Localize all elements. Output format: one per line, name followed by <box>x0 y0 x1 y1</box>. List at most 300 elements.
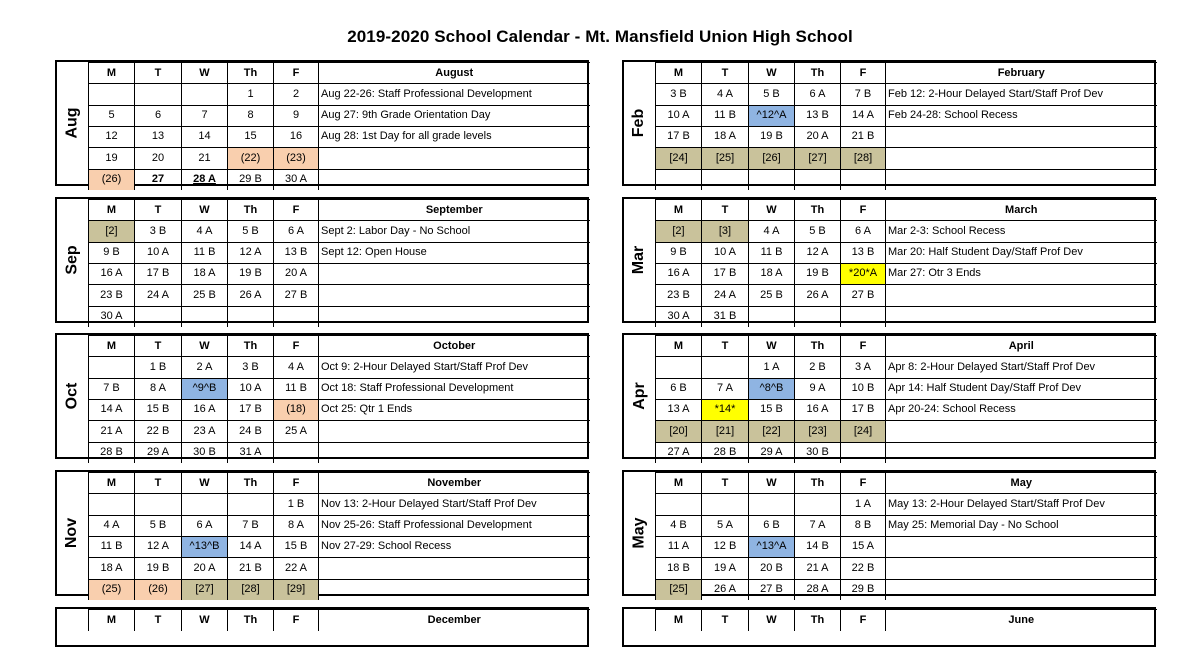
day-cell: 25 B <box>749 285 795 306</box>
weekday-header: W <box>182 336 228 357</box>
week-row <box>656 169 1157 190</box>
month-table <box>88 199 590 327</box>
weekday-header-row <box>89 63 590 84</box>
week-row <box>656 442 1157 463</box>
month-side-label <box>624 62 655 184</box>
day-cell: 30 A <box>89 306 135 327</box>
weekday-header: M <box>656 63 702 84</box>
day-cell <box>182 494 228 515</box>
day-cell: 26 A <box>795 285 841 306</box>
event-note: Mar 2-3: School Recess <box>886 221 1157 242</box>
day-cell: 14 A <box>228 536 274 557</box>
day-cell: 10 B <box>841 378 886 399</box>
weekday-header: M <box>656 336 702 357</box>
weekday-header: T <box>135 63 182 84</box>
day-cell: 28 B <box>702 442 749 463</box>
weekday-header: W <box>749 336 795 357</box>
week-row <box>656 421 1157 442</box>
day-cell: 5 B <box>795 221 841 242</box>
month-name: December <box>319 610 590 631</box>
day-cell: 5 A <box>702 515 749 536</box>
week-row <box>89 169 590 190</box>
month-block-november <box>55 470 589 596</box>
weekday-header: T <box>135 473 182 494</box>
day-cell: *20*A <box>841 263 886 284</box>
month-side-label <box>624 609 655 645</box>
week-row <box>89 285 590 306</box>
weekday-header: W <box>749 200 795 221</box>
day-cell: 6 A <box>841 221 886 242</box>
month-abbreviation: Nov <box>63 517 81 549</box>
weekday-header: M <box>89 200 135 221</box>
day-cell: 12 B <box>702 536 749 557</box>
day-cell: 13 B <box>841 242 886 263</box>
weekday-header: W <box>749 63 795 84</box>
day-cell: 22 A <box>274 558 319 579</box>
event-note: Feb 12: 2-Hour Delayed Start/Staff Prof Dev <box>886 84 1157 105</box>
day-cell: 16 A <box>795 399 841 420</box>
event-note <box>886 558 1157 579</box>
day-cell: 20 A <box>182 558 228 579</box>
week-row <box>89 515 590 536</box>
weekday-header: Th <box>228 610 274 631</box>
month-side-label <box>624 472 655 594</box>
week-row <box>656 221 1157 242</box>
month-side-label <box>57 335 88 457</box>
day-cell: 6 <box>135 105 182 126</box>
event-note: Aug 22-26: Staff Professional Development <box>319 84 590 105</box>
day-cell: 23 B <box>89 285 135 306</box>
week-row <box>656 515 1157 536</box>
day-cell: (26) <box>89 169 135 190</box>
day-cell: 30 B <box>182 442 228 463</box>
day-cell: 27 A <box>656 442 702 463</box>
month-name: September <box>319 200 590 221</box>
day-cell: 3 B <box>228 357 274 378</box>
day-cell: (25) <box>89 579 135 600</box>
month-table <box>655 199 1157 327</box>
weekday-header: M <box>656 473 702 494</box>
week-row <box>89 421 590 442</box>
day-cell: [26] <box>749 148 795 169</box>
day-cell: 31 A <box>228 442 274 463</box>
event-note <box>886 442 1157 463</box>
day-cell: 19 <box>89 148 135 169</box>
day-cell: [2] <box>656 221 702 242</box>
event-note <box>319 579 590 600</box>
event-note <box>319 306 590 327</box>
day-cell: 12 A <box>228 242 274 263</box>
week-row <box>656 306 1157 327</box>
weekday-header-row <box>656 473 1157 494</box>
day-cell: 7 B <box>89 378 135 399</box>
day-cell: 7 A <box>702 378 749 399</box>
month-name: April <box>886 336 1157 357</box>
month-table <box>88 335 590 463</box>
day-cell: 8 A <box>274 515 319 536</box>
month-table <box>655 472 1157 600</box>
event-note: May 25: Memorial Day - No School <box>886 515 1157 536</box>
weekday-header: Th <box>795 63 841 84</box>
day-cell: 11 B <box>702 105 749 126</box>
weekday-header: Th <box>795 336 841 357</box>
day-cell: 20 <box>135 148 182 169</box>
day-cell <box>182 84 228 105</box>
event-note: Nov 25-26: Staff Professional Development <box>319 515 590 536</box>
day-cell: 24 A <box>135 285 182 306</box>
month-block-may <box>622 470 1156 596</box>
day-cell: 4 A <box>702 84 749 105</box>
event-note: Nov 13: 2-Hour Delayed Start/Staff Prof Dev <box>319 494 590 515</box>
day-cell: 18 A <box>702 126 749 147</box>
day-cell <box>89 357 135 378</box>
day-cell: 4 A <box>749 221 795 242</box>
day-cell <box>89 84 135 105</box>
day-cell: 1 A <box>749 357 795 378</box>
week-row <box>656 263 1157 284</box>
month-side-label <box>57 472 88 594</box>
weekday-header: F <box>274 63 319 84</box>
day-cell <box>749 494 795 515</box>
day-cell <box>135 84 182 105</box>
event-note: Apr 8: 2-Hour Delayed Start/Staff Prof Dev <box>886 357 1157 378</box>
day-cell: 1 B <box>274 494 319 515</box>
day-cell: 9 B <box>89 242 135 263</box>
day-cell: [27] <box>182 579 228 600</box>
week-row <box>656 84 1157 105</box>
day-cell: 15 B <box>749 399 795 420</box>
month-name: August <box>319 63 590 84</box>
day-cell: 7 B <box>228 515 274 536</box>
day-cell: 22 B <box>135 421 182 442</box>
weekday-header: Th <box>795 610 841 631</box>
day-cell: 21 A <box>89 421 135 442</box>
weekday-header: T <box>702 63 749 84</box>
month-block-august <box>55 60 589 186</box>
week-row <box>89 579 590 600</box>
weekday-header: M <box>89 336 135 357</box>
day-cell: 12 <box>89 126 135 147</box>
day-cell: 29 B <box>841 579 886 600</box>
day-cell: 2 <box>274 84 319 105</box>
week-row <box>89 399 590 420</box>
day-cell: 7 B <box>841 84 886 105</box>
event-note: Apr 20-24: School Recess <box>886 399 1157 420</box>
day-cell: 14 A <box>841 105 886 126</box>
day-cell <box>135 494 182 515</box>
event-note <box>886 579 1157 600</box>
month-abbreviation: May <box>630 517 648 549</box>
event-note: Mar 27: Otr 3 Ends <box>886 263 1157 284</box>
week-row <box>89 84 590 105</box>
weekday-header: Th <box>228 473 274 494</box>
month-table <box>88 472 590 600</box>
month-abbreviation: Sep <box>63 245 81 275</box>
day-cell: 17 B <box>135 263 182 284</box>
month-side-label <box>57 609 88 645</box>
day-cell: [25] <box>656 579 702 600</box>
day-cell: 26 A <box>702 579 749 600</box>
month-block-april <box>622 333 1156 459</box>
day-cell: 15 B <box>274 536 319 557</box>
event-note: Sept 12: Open House <box>319 242 590 263</box>
day-cell <box>182 306 228 327</box>
day-cell: 8 <box>228 105 274 126</box>
day-cell: 13 B <box>795 105 841 126</box>
weekday-header: T <box>135 610 182 631</box>
weekday-header: W <box>182 610 228 631</box>
event-note <box>319 442 590 463</box>
event-note: Apr 14: Half Student Day/Staff Prof Dev <box>886 378 1157 399</box>
day-cell: [27] <box>795 148 841 169</box>
day-cell: ^13^B <box>182 536 228 557</box>
week-row <box>89 536 590 557</box>
day-cell <box>702 357 749 378</box>
event-note <box>319 263 590 284</box>
month-side-label <box>624 199 655 321</box>
weekday-header: Th <box>228 336 274 357</box>
day-cell <box>135 306 182 327</box>
weekday-header: T <box>702 336 749 357</box>
day-cell: 6 A <box>182 515 228 536</box>
month-abbreviation: Mar <box>630 245 648 275</box>
week-row <box>656 105 1157 126</box>
event-note: Aug 28: 1st Day for all grade levels <box>319 126 590 147</box>
day-cell: [29] <box>274 579 319 600</box>
day-cell: 27 B <box>841 285 886 306</box>
weekday-header-row <box>89 473 590 494</box>
weekday-header: T <box>702 610 749 631</box>
month-abbreviation: Oct <box>63 382 81 410</box>
week-row <box>656 242 1157 263</box>
week-row <box>89 105 590 126</box>
month-name: May <box>886 473 1157 494</box>
day-cell: [24] <box>841 421 886 442</box>
event-note: May 13: 2-Hour Delayed Start/Staff Prof Dev <box>886 494 1157 515</box>
weekday-header: F <box>841 336 886 357</box>
day-cell: 5 <box>89 105 135 126</box>
day-cell: 1 A <box>841 494 886 515</box>
day-cell: 24 A <box>702 285 749 306</box>
event-note: Oct 25: Qtr 1 Ends <box>319 399 590 420</box>
week-row <box>89 126 590 147</box>
day-cell: *14* <box>702 399 749 420</box>
day-cell: 16 <box>274 126 319 147</box>
day-cell: [22] <box>749 421 795 442</box>
weekday-header-row <box>656 610 1157 631</box>
day-cell: 12 A <box>135 536 182 557</box>
week-row <box>656 378 1157 399</box>
month-block-october <box>55 333 589 459</box>
day-cell: 14 <box>182 126 228 147</box>
month-name: March <box>886 200 1157 221</box>
day-cell: 25 A <box>274 421 319 442</box>
weekday-header: M <box>656 610 702 631</box>
day-cell: ^13^A <box>749 536 795 557</box>
day-cell: 13 A <box>656 399 702 420</box>
day-cell: 21 A <box>795 558 841 579</box>
day-cell: 17 B <box>656 126 702 147</box>
month-block-february <box>622 60 1156 186</box>
month-table <box>88 62 590 190</box>
day-cell: 1 B <box>135 357 182 378</box>
event-note <box>886 169 1157 190</box>
month-block-march <box>622 197 1156 323</box>
month-side-label <box>57 62 88 184</box>
event-note <box>886 285 1157 306</box>
day-cell: 11 B <box>89 536 135 557</box>
month-abbreviation: Apr <box>630 382 648 410</box>
day-cell: 11 B <box>749 242 795 263</box>
day-cell: 26 A <box>228 285 274 306</box>
page-title: 2019-2020 School Calendar - Mt. Mansfield Union High School <box>347 27 853 46</box>
day-cell: 5 B <box>135 515 182 536</box>
weekday-header: F <box>274 200 319 221</box>
event-note: Aug 27: 9th Grade Orientation Day <box>319 105 590 126</box>
day-cell <box>228 494 274 515</box>
week-row <box>656 494 1157 515</box>
day-cell: 4 A <box>182 221 228 242</box>
day-cell: 10 A <box>135 242 182 263</box>
day-cell: 28 A <box>182 169 228 190</box>
day-cell: 15 <box>228 126 274 147</box>
week-row <box>89 263 590 284</box>
weekday-header: F <box>274 473 319 494</box>
weekday-header: F <box>274 610 319 631</box>
day-cell: 28 A <box>795 579 841 600</box>
day-cell: 15 B <box>135 399 182 420</box>
weekday-header: F <box>841 473 886 494</box>
weekday-header: Th <box>795 200 841 221</box>
day-cell: 10 A <box>656 105 702 126</box>
day-cell <box>656 494 702 515</box>
day-cell: 21 B <box>841 126 886 147</box>
weekday-header: T <box>135 336 182 357</box>
weekday-header: M <box>89 63 135 84</box>
day-cell: 13 B <box>274 242 319 263</box>
day-cell: 14 B <box>795 536 841 557</box>
day-cell: 19 B <box>228 263 274 284</box>
day-cell: 12 A <box>795 242 841 263</box>
day-cell: 22 B <box>841 558 886 579</box>
event-note <box>319 285 590 306</box>
day-cell: 27 <box>135 169 182 190</box>
day-cell: 30 A <box>656 306 702 327</box>
event-note <box>319 421 590 442</box>
weekday-header: M <box>89 610 135 631</box>
month-side-label <box>624 335 655 457</box>
day-cell: 3 A <box>841 357 886 378</box>
day-cell: 8 A <box>135 378 182 399</box>
day-cell: 18 A <box>749 263 795 284</box>
day-cell: [28] <box>841 148 886 169</box>
day-cell: 20 A <box>795 126 841 147</box>
week-row <box>89 242 590 263</box>
day-cell: 9 A <box>795 378 841 399</box>
month-abbreviation: Feb <box>630 108 648 138</box>
day-cell <box>749 169 795 190</box>
day-cell: 7 A <box>795 515 841 536</box>
month-table <box>655 335 1157 463</box>
week-row <box>89 558 590 579</box>
month-block-june <box>622 607 1156 647</box>
day-cell: 29 A <box>135 442 182 463</box>
day-cell <box>274 442 319 463</box>
event-note: Mar 20: Half Student Day/Staff Prof Dev <box>886 242 1157 263</box>
weekday-header-row <box>656 200 1157 221</box>
day-cell: 16 A <box>656 263 702 284</box>
day-cell: 11 A <box>656 536 702 557</box>
event-note <box>319 558 590 579</box>
day-cell: 18 A <box>182 263 228 284</box>
event-note <box>886 536 1157 557</box>
day-cell: ^8^B <box>749 378 795 399</box>
day-cell: 3 B <box>135 221 182 242</box>
day-cell: 10 A <box>702 242 749 263</box>
day-cell: 11 B <box>274 378 319 399</box>
day-cell: 15 A <box>841 536 886 557</box>
day-cell <box>656 169 702 190</box>
weekday-header: M <box>89 473 135 494</box>
event-note <box>886 421 1157 442</box>
weekday-header: T <box>135 200 182 221</box>
event-note <box>319 148 590 169</box>
day-cell <box>795 494 841 515</box>
day-cell: (23) <box>274 148 319 169</box>
day-cell <box>841 169 886 190</box>
weekday-header: W <box>749 610 795 631</box>
day-cell: 19 B <box>795 263 841 284</box>
day-cell: [23] <box>795 421 841 442</box>
day-cell: 6 A <box>274 221 319 242</box>
event-note <box>319 169 590 190</box>
weekday-header: Th <box>795 473 841 494</box>
weekday-header-row <box>656 336 1157 357</box>
day-cell: 4 A <box>89 515 135 536</box>
day-cell: 6 B <box>656 378 702 399</box>
event-note <box>886 126 1157 147</box>
weekday-header: F <box>274 336 319 357</box>
day-cell <box>702 494 749 515</box>
day-cell: 28 B <box>89 442 135 463</box>
day-cell: ^12^A <box>749 105 795 126</box>
month-block-december <box>55 607 589 647</box>
day-cell: (22) <box>228 148 274 169</box>
day-cell: 29 B <box>228 169 274 190</box>
day-cell: 1 <box>228 84 274 105</box>
day-cell <box>702 169 749 190</box>
month-table <box>655 62 1157 190</box>
day-cell: 2 A <box>182 357 228 378</box>
day-cell: 24 B <box>228 421 274 442</box>
day-cell: 14 A <box>89 399 135 420</box>
day-cell: 27 B <box>274 285 319 306</box>
month-name: February <box>886 63 1157 84</box>
month-name: June <box>886 610 1157 631</box>
month-block-september <box>55 197 589 323</box>
day-cell: 5 B <box>749 84 795 105</box>
weekday-header: Th <box>228 63 274 84</box>
week-row <box>89 378 590 399</box>
event-note <box>886 306 1157 327</box>
day-cell: 27 B <box>749 579 795 600</box>
day-cell: 30 A <box>274 169 319 190</box>
day-cell <box>795 169 841 190</box>
event-note: Sept 2: Labor Day - No School <box>319 221 590 242</box>
week-row <box>656 536 1157 557</box>
day-cell: 8 B <box>841 515 886 536</box>
day-cell: 31 B <box>702 306 749 327</box>
